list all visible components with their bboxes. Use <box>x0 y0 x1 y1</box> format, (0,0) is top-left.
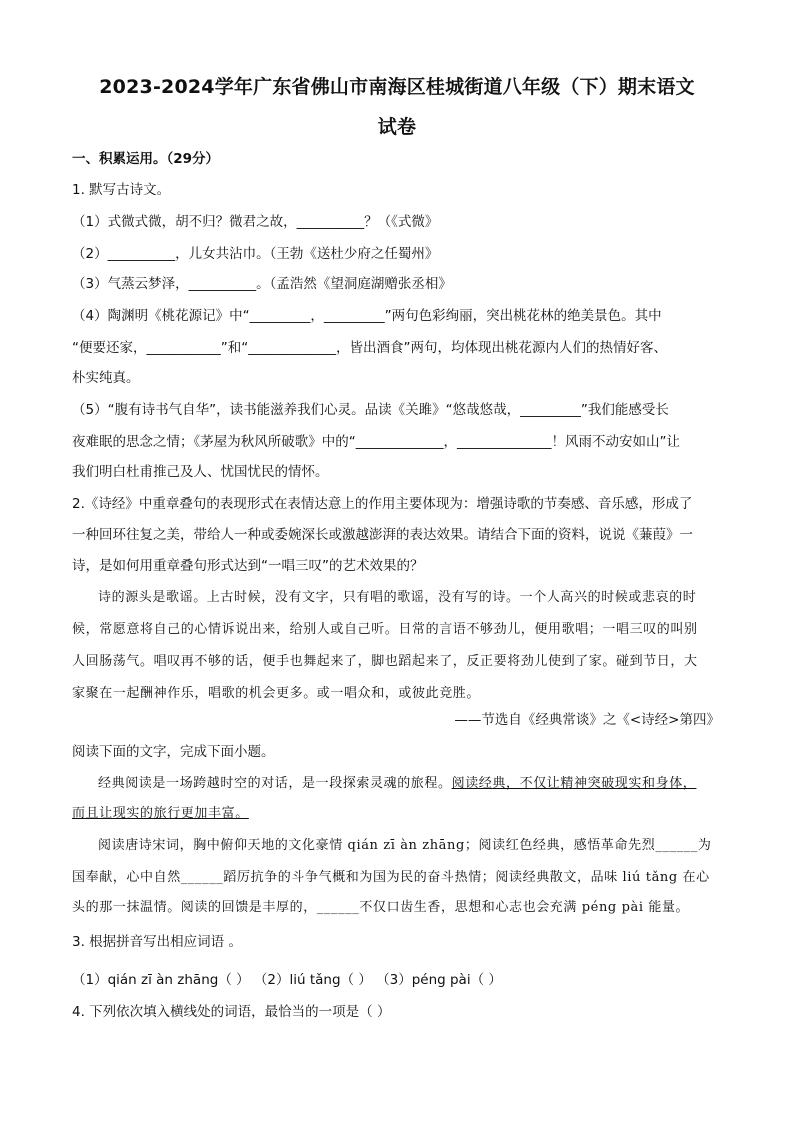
reading-instruction: 阅读下面的文字，完成下面小题。 <box>72 744 275 760</box>
passage-line-3: 阅读唐诗宋词，胸中俯仰天地的文化豪情 qián zī àn zhāng；阅读红色经典，感悟革命先烈______为 <box>98 838 712 853</box>
question-1-part-2: （2）__________，儿女共沾巾。（王勃《送杜少府之任蜀州》 <box>72 246 439 262</box>
question-2-line-3: 诗，是如何用重章叠句形式达到“一唱三叹”的艺术效果的？ <box>72 558 424 574</box>
passage-underlined-sentence-start: 阅读经典，不仅让精神突破现实和身体， <box>451 776 697 791</box>
question-2-line-2: 一种回环往复之美，带给人一种或委婉深长或激越澎湃的表达效果。请结合下面的资料，说说《蒹葭》一 <box>72 527 693 543</box>
question-1-part-3: （3）气蒸云梦泽，__________。（孟浩然《望洞庭湖赠张丞相》 <box>72 276 452 292</box>
passage-line-1-plain: 经典阅读是一场跨越时空的对话，是一段探索灵魂的旅程。 <box>98 776 452 791</box>
question-1-part-5-line-2: 夜难眠的思念之情；《茅屋为秋风所破歌》中的“_____________，______________！风雨不动安如山”让 <box>72 434 680 450</box>
material-line-2: 候，常愿意将自己的心情诉说出来，给别人或自己听。日常的言语不够劲儿，便用歌唱；一唱三叹的叫别 <box>72 622 698 637</box>
passage-line-4: 国奉献，心中自然______蹈厉抗争的斗争气概和为国为民的奋斗热情；阅读经典散文，品味 liú tǎng 在心 <box>72 870 710 885</box>
question-3-items: （1）qián zī àn zhāng（ ） （2）liú tǎng（ ） （3）péng pài（ ） <box>72 972 502 988</box>
question-1-part-4-line-3: 朴实纯真。 <box>72 370 140 386</box>
question-1-part-4-line-1: （4）陶渊明《桃花源记》中“_________，_________”两句色彩绚丽，突出桃花林的绝美景色。其中 <box>72 308 662 324</box>
passage-line-1 <box>98 774 696 794</box>
question-1-part-1: （1）式微式微，胡不归？微君之故，__________？（《式微》 <box>72 214 439 230</box>
question-1-stem: 1. 默写古诗文。 <box>72 182 171 198</box>
question-2-line-1: 2.《诗经》中重章叠句的表现形式在表情达意上的作用主要体现为：增强诗歌的节奏感、音乐感，形成了 <box>72 496 693 512</box>
question-1-part-5-line-3: 我们明白杜甫推己及人、忧国忧民的情怀。 <box>72 464 329 480</box>
passage-line-5: 头的那一抹温情。阅读的回馈是丰厚的，______不仅口齿生香，思想和心志也会充满 péng pài 能量。 <box>72 900 690 915</box>
question-3-stem: 3. 根据拼音写出相应词语 。 <box>72 934 242 950</box>
question-1-part-5-line-1: （5）“腹有诗书气自华”，读书能滋养我们心灵。品读《关雎》“悠哉悠哉，_________”我们能感受长 <box>72 402 669 418</box>
material-source: ——节选自《经典常谈》之《<诗经>第四》 <box>454 712 720 728</box>
exam-title-line-1: 2023-2024学年广东省佛山市南海区桂城街道八年级（下）期末语文 <box>99 76 695 98</box>
question-4-stem: 4. 下列依次填入横线处的词语，最恰当的一项是（ ） <box>72 1004 391 1020</box>
exam-title-line-2: 试卷 <box>377 116 417 138</box>
material-line-4: 家聚在一起酬神作乐，唱歌的机会更多。或一唱众和，或彼此竞胜。 <box>72 686 481 701</box>
section-heading: 一、积累运用。（29分） <box>72 151 220 167</box>
material-line-1: 诗的源头是歌谣。上古时候，没有文字，只有唱的歌谣，没有写的诗。一个人高兴的时候或悲哀的时 <box>98 590 697 605</box>
material-line-3: 人回肠荡气。唱叹再不够的话，便手也舞起来了，脚也蹈起来了，反正要将劲儿使到了家。碰到节日，大 <box>72 654 698 669</box>
question-1-part-4-line-2: “便要还家，___________”和“_____________，皆出酒食”两句，均体现出桃花源内人们的热情好客、 <box>72 340 667 356</box>
passage-underlined-sentence-end: 而且让现实的旅行更加丰富。 <box>72 806 249 821</box>
